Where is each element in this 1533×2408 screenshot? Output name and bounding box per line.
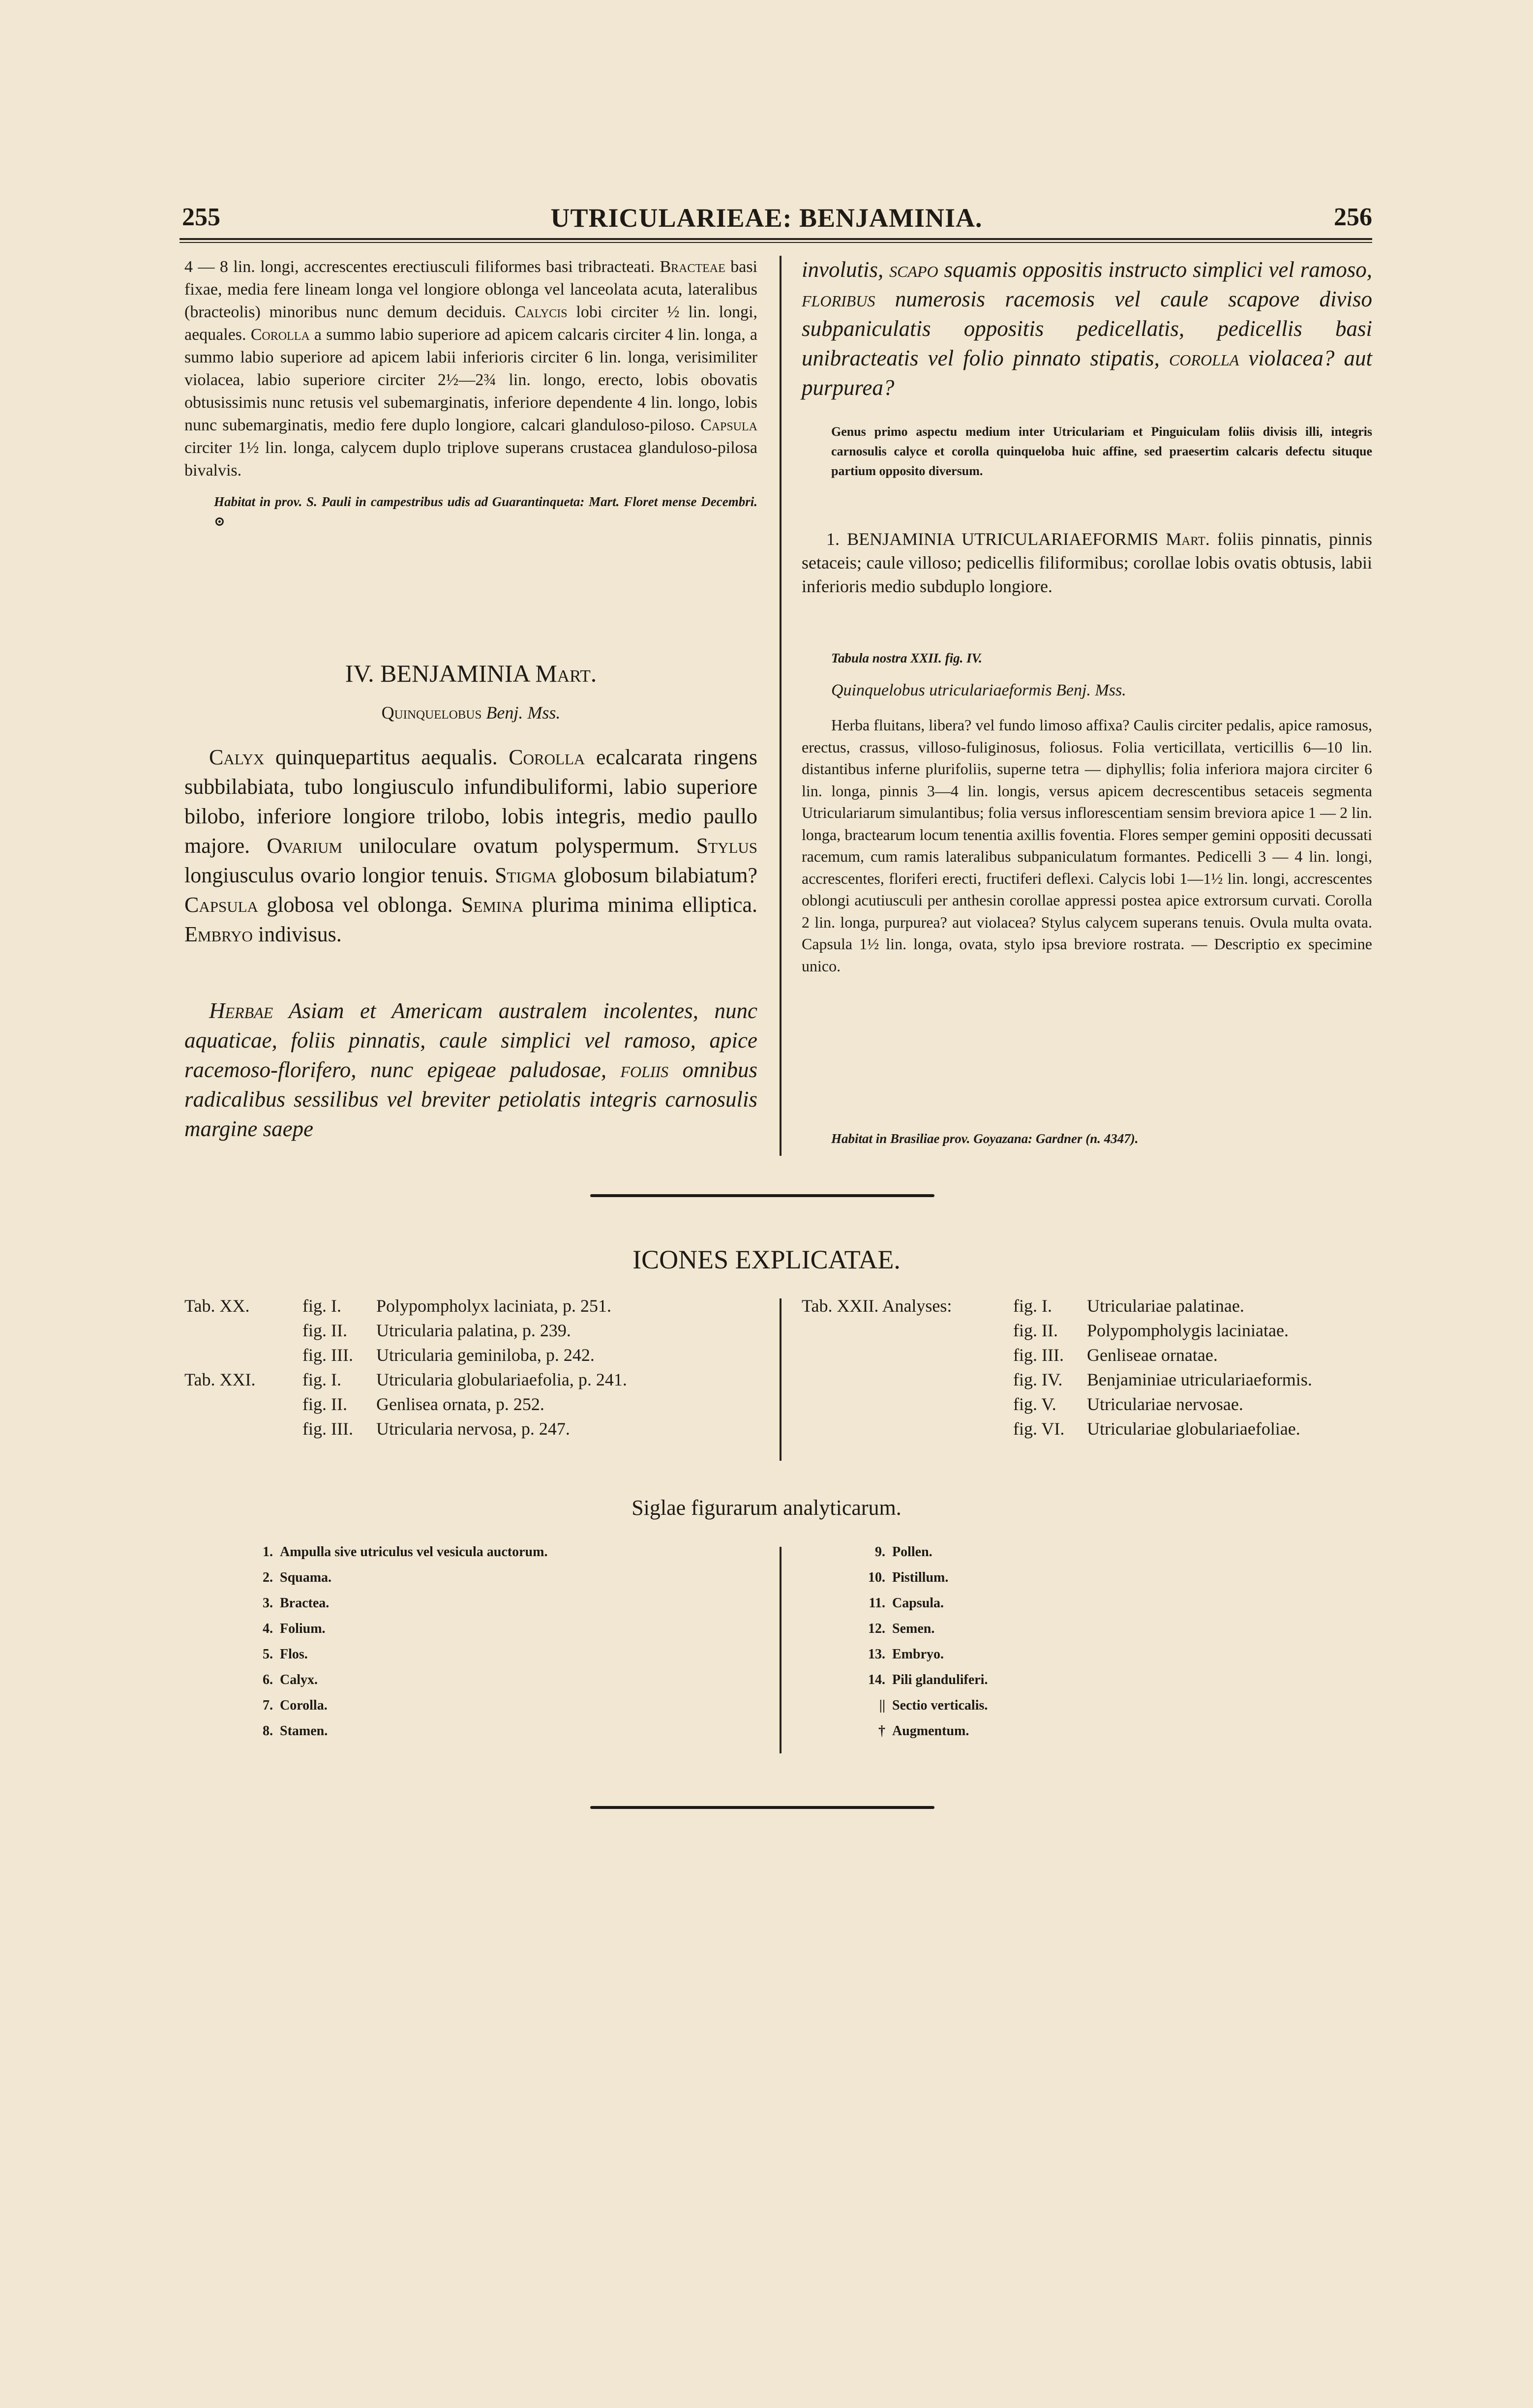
sigla-item bbox=[856, 1539, 988, 1565]
icones-tab bbox=[184, 1392, 302, 1416]
icones-fig: fig. III. bbox=[1013, 1345, 1064, 1365]
sigla-item bbox=[856, 1667, 988, 1693]
icones-tab bbox=[802, 1416, 1013, 1441]
tabula-reference: Tabula nostra XXII. fig. IV. bbox=[831, 651, 982, 665]
icones-row bbox=[802, 1392, 1317, 1416]
sigla-text: Ampulla sive utriculus vel vesicula auctorum. bbox=[280, 1544, 548, 1560]
icones-fig: fig. V. bbox=[1013, 1394, 1056, 1414]
icones-text: Utricularia palatina, p. 239. bbox=[376, 1321, 571, 1340]
icones-tab: Tab. XX. bbox=[184, 1296, 250, 1316]
column-divider bbox=[780, 256, 782, 1156]
sigla-text: Folium. bbox=[280, 1621, 326, 1636]
right-habit-continued: involutis, scapo squamis oppositis instructo simplici vel ramoso, floribus numerosis racemosis vel caule scapove diviso subpaniculatis oppositis pedicellatis, pedicellis basi unibracteatis vel folio pinnato stipatis, corolla violacea? aut purpurea? bbox=[802, 257, 1373, 400]
sigla-number: † bbox=[878, 1723, 885, 1739]
icones-fig: fig. I. bbox=[1013, 1296, 1052, 1316]
icones-row bbox=[184, 1343, 632, 1367]
icones-tab bbox=[802, 1318, 1013, 1343]
sigla-number: 5. bbox=[263, 1647, 273, 1662]
right-habitat: Habitat in Brasiliae prov. Goyazana: Gardner (n. 4347). bbox=[831, 1131, 1139, 1146]
sigla-item bbox=[243, 1591, 547, 1616]
icones-fig: fig. IV. bbox=[1013, 1370, 1063, 1389]
icones-tab bbox=[802, 1343, 1013, 1367]
sigla-item bbox=[856, 1693, 988, 1718]
sigla-number: 7. bbox=[263, 1698, 273, 1713]
icones-row bbox=[184, 1367, 632, 1392]
sigla-item bbox=[243, 1539, 547, 1565]
sigla-number: 14. bbox=[868, 1672, 885, 1687]
sigla-text: Pollen. bbox=[892, 1544, 932, 1560]
icones-row bbox=[802, 1318, 1317, 1343]
sigla-text: Pili glanduliferi. bbox=[892, 1672, 988, 1687]
icones-row bbox=[802, 1294, 1317, 1318]
sigla-text: Semen. bbox=[892, 1621, 935, 1636]
sigla-item bbox=[243, 1718, 547, 1744]
icones-row bbox=[802, 1367, 1317, 1392]
sigla-text: Flos. bbox=[280, 1647, 308, 1662]
icones-text: Benjaminiae utriculariaeformis. bbox=[1087, 1370, 1312, 1389]
sigla-item bbox=[243, 1565, 547, 1591]
sigla-number: 3. bbox=[263, 1595, 273, 1611]
genus-synonym: Quinquelobus Benj. Mss. bbox=[381, 703, 561, 722]
running-title: UTRICULARIEAE: BENJAMINIA. bbox=[550, 203, 983, 233]
sigla-item bbox=[243, 1642, 547, 1667]
siglae-left-list bbox=[243, 1539, 547, 1744]
sigla-number: 6. bbox=[263, 1672, 273, 1687]
icones-row bbox=[802, 1343, 1317, 1367]
sigla-item bbox=[243, 1616, 547, 1642]
sigla-item bbox=[856, 1616, 988, 1642]
genus-habit: Herbae Asiam et Americam australem incolentes, nunc aquaticae, foliis pinnatis, caule simplici vel ramoso, apice racemoso-florifero, nunc epigeae paludosae, foliis omnibus radicalibus sessilibus vel breviter petiolatis integris carnosulis margine saepe bbox=[184, 998, 758, 1141]
icones-fig: fig. I. bbox=[302, 1370, 341, 1389]
sigla-item bbox=[243, 1693, 547, 1718]
icones-fig: fig. II. bbox=[1013, 1321, 1058, 1340]
icones-row bbox=[184, 1318, 632, 1343]
icones-tab: Tab. XXI. bbox=[184, 1370, 256, 1389]
genus-note: Genus primo aspectu medium inter Utriculariam et Pinguiculam foliis divisis illi, integris carnosulis calyce et corolla quinqueloba huic affine, sed praesertim calcaris defectu situque partium opposito diversum. bbox=[831, 424, 1372, 478]
left-column bbox=[184, 256, 757, 531]
page-number-right: 256 bbox=[1334, 203, 1372, 231]
species-diagnosis: 1. BENJAMINIA UTRICULARIAEFORMIS Mart. foliis pinnatis, pinnis setaceis; caule villoso; pedicellis filiformibus; corollae lobis ovatis obtusis, labii inferioris medio subduplo longiore. bbox=[802, 529, 1373, 596]
sigla-item bbox=[856, 1642, 988, 1667]
icones-fig: fig. I. bbox=[302, 1296, 341, 1316]
sigla-text: Bractea. bbox=[280, 1595, 330, 1611]
genus-heading: IV. BENJAMINIA Mart. bbox=[345, 660, 597, 687]
icones-row bbox=[184, 1294, 632, 1318]
icones-row bbox=[802, 1416, 1317, 1441]
genus-characters: Calyx quinquepartitus aequalis. Corolla ecalcarata ringens subbilabiata, tubo longiusculo infundibuliformi, labio superiore bilobo, inferiore longiore trilobo, lobis integris, medio paullo majore. Ovarium uniloculare ovatum polyspermum. Stylus longiusculus ovario longior tenuis. Stigma globosum bilabiatum? Capsula globosa vel oblonga. Semina plurima minima elliptica. Embryo indivisus. bbox=[184, 745, 758, 946]
header-rule bbox=[180, 238, 1372, 240]
icones-text: Utriculariae nervosae. bbox=[1087, 1394, 1243, 1414]
siglae-right-list bbox=[856, 1539, 988, 1744]
sigla-text: Squama. bbox=[280, 1570, 332, 1585]
species-description: Herba fluitans, libera? vel fundo limoso affixa? Caulis circiter pedalis, apice ramosus, erectus, crassus, villoso-fuliginosus, foliosus. Folia verticillata, verticillis 6—10 lin. distantibus inferne plurifoliis, superne tetra — diphyllis; folia inferiora majora circiter 6 lin. longa, pinnis 3—4 lin. longis, versus apicem decrescentibus setaceis segmenta Utriculariarum simulantibus; folia versus inflorescentiam sensim breviora apice 1 — 2 lin. longa, bractearum locum tenentia axillis foventia. Flores semper gemini oppositi decussati racemum, cum ramis lateralibus subpaniculatum formantes. Pedicelli 3 — 4 lin. longi, accrescentes, floriferi erecti, fructiferi deflexi. Calycis lobi 1—1½ lin. longi, accrescentes oblongi acutiusculi per anthesin corollae appressi postea apice extrorsum curvati. Corolla 2 lin. longa, purpurea? aut violacea? Stylus calycem superans tenuis. Ovula multa ovata. Capsula 1½ lin. longa, ovata, stylo ipsa breviore rostrata. — Descriptio ex specimine unico. bbox=[802, 716, 1372, 975]
page-number-left: 255 bbox=[182, 203, 220, 231]
icones-row bbox=[184, 1392, 632, 1416]
left-description: 4 — 8 lin. longi, accrescentes erectiusculi filiformes basi tribracteati. Bracteae basi fixae, media fere lineam longa vel longiore oblonga vel lanceolata acuta, lateralibus (bracteolis) minoribus nunc demum deciduis. Calycis lobi circiter ½ lin. longi, aequales. Corolla a summo labio superiore ad apicem calcaris circiter 4 lin. longa, a summo labio superiore ad apicem labii inferioris circiter 6 lin. longa, verisimiliter violacea, labio superiore circiter 2½—2¾ lin. longo, erecto, lobis obovatis obtusissimis nunc retusis vel subemarginatis, inferiore dependente 4 lin. longo, lobis nunc subemarginatis, medio fere duplo longiore, calcari glanduloso-piloso. Capsula circiter 1½ lin. longa, calycem duplo triplove superans crustacea glanduloso-pilosa bivalvis. bbox=[184, 258, 758, 480]
icones-tab: Tab. XXII. Analyses: bbox=[802, 1296, 952, 1316]
sigla-text: Pistillum. bbox=[892, 1570, 949, 1585]
sigla-text: Stamen. bbox=[280, 1723, 328, 1739]
sigla-text: Embryo. bbox=[892, 1647, 944, 1662]
icones-right-table bbox=[802, 1294, 1317, 1441]
sigla-text: Corolla. bbox=[280, 1698, 328, 1713]
sigla-text: Augmentum. bbox=[892, 1723, 969, 1739]
sigla-item bbox=[856, 1591, 988, 1616]
icones-tab bbox=[802, 1392, 1013, 1416]
icones-left-table bbox=[184, 1294, 632, 1441]
sigla-number: 4. bbox=[263, 1621, 273, 1636]
sigla-number: || bbox=[879, 1698, 885, 1713]
sigla-number: 12. bbox=[868, 1621, 885, 1636]
icones-text: Utricularia geminiloba, p. 242. bbox=[376, 1345, 595, 1365]
sigla-number: 10. bbox=[868, 1570, 885, 1585]
sigla-text: Calyx. bbox=[280, 1672, 318, 1687]
icones-text: Utriculariae palatinae. bbox=[1087, 1296, 1244, 1316]
icones-tab bbox=[184, 1343, 302, 1367]
icones-text: Polypompholygis laciniatae. bbox=[1087, 1321, 1289, 1340]
icones-fig: fig. VI. bbox=[1013, 1419, 1065, 1439]
icones-fig: fig. II. bbox=[302, 1394, 347, 1414]
left-habitat: Habitat in prov. S. Pauli in campestribus udis ad Guarantinqueta: Mart. Floret mense Decembri. ⊙ bbox=[214, 494, 757, 529]
icones-text: Utricularia globulariaefolia, p. 241. bbox=[376, 1370, 627, 1389]
icones-text: Genliseae ornatae. bbox=[1087, 1345, 1218, 1365]
sigla-number: 2. bbox=[263, 1570, 273, 1585]
sigla-number: 1. bbox=[263, 1544, 273, 1560]
icones-tab bbox=[184, 1318, 302, 1343]
icones-fig: fig. II. bbox=[302, 1321, 347, 1340]
header-rule-thin bbox=[180, 242, 1372, 243]
icones-text: Utricularia nervosa, p. 247. bbox=[376, 1419, 570, 1439]
icones-divider bbox=[780, 1298, 782, 1461]
sigla-number: 8. bbox=[263, 1723, 273, 1739]
sigla-number: 11. bbox=[869, 1595, 885, 1611]
species-synonym: Quinquelobus utriculariaeformis Benj. Mss. bbox=[831, 681, 1126, 699]
icones-fig: fig. III. bbox=[302, 1345, 353, 1365]
icones-text: Polypompholyx laciniata, p. 251. bbox=[376, 1296, 611, 1316]
sigla-text: Capsula. bbox=[892, 1595, 944, 1611]
sigla-item bbox=[243, 1667, 547, 1693]
icones-heading: ICONES EXPLICATAE. bbox=[632, 1245, 901, 1274]
icones-fig: fig. III. bbox=[302, 1419, 353, 1439]
siglae-divider bbox=[780, 1547, 782, 1753]
siglae-heading: Siglae figurarum analyticarum. bbox=[631, 1496, 902, 1520]
icones-text: Utriculariae globulariaefoliae. bbox=[1087, 1419, 1300, 1439]
sigla-number: 9. bbox=[875, 1544, 885, 1560]
icones-tab bbox=[184, 1416, 302, 1441]
icones-text: Genlisea ornata, p. 252. bbox=[376, 1394, 544, 1414]
sigla-number: 13. bbox=[868, 1647, 885, 1662]
section-rule bbox=[590, 1194, 934, 1197]
sigla-text: Sectio verticalis. bbox=[892, 1698, 988, 1713]
sigla-item bbox=[856, 1718, 988, 1744]
icones-row bbox=[184, 1416, 632, 1441]
sigla-item bbox=[856, 1565, 988, 1591]
icones-tab bbox=[802, 1367, 1013, 1392]
bottom-rule bbox=[590, 1806, 934, 1809]
